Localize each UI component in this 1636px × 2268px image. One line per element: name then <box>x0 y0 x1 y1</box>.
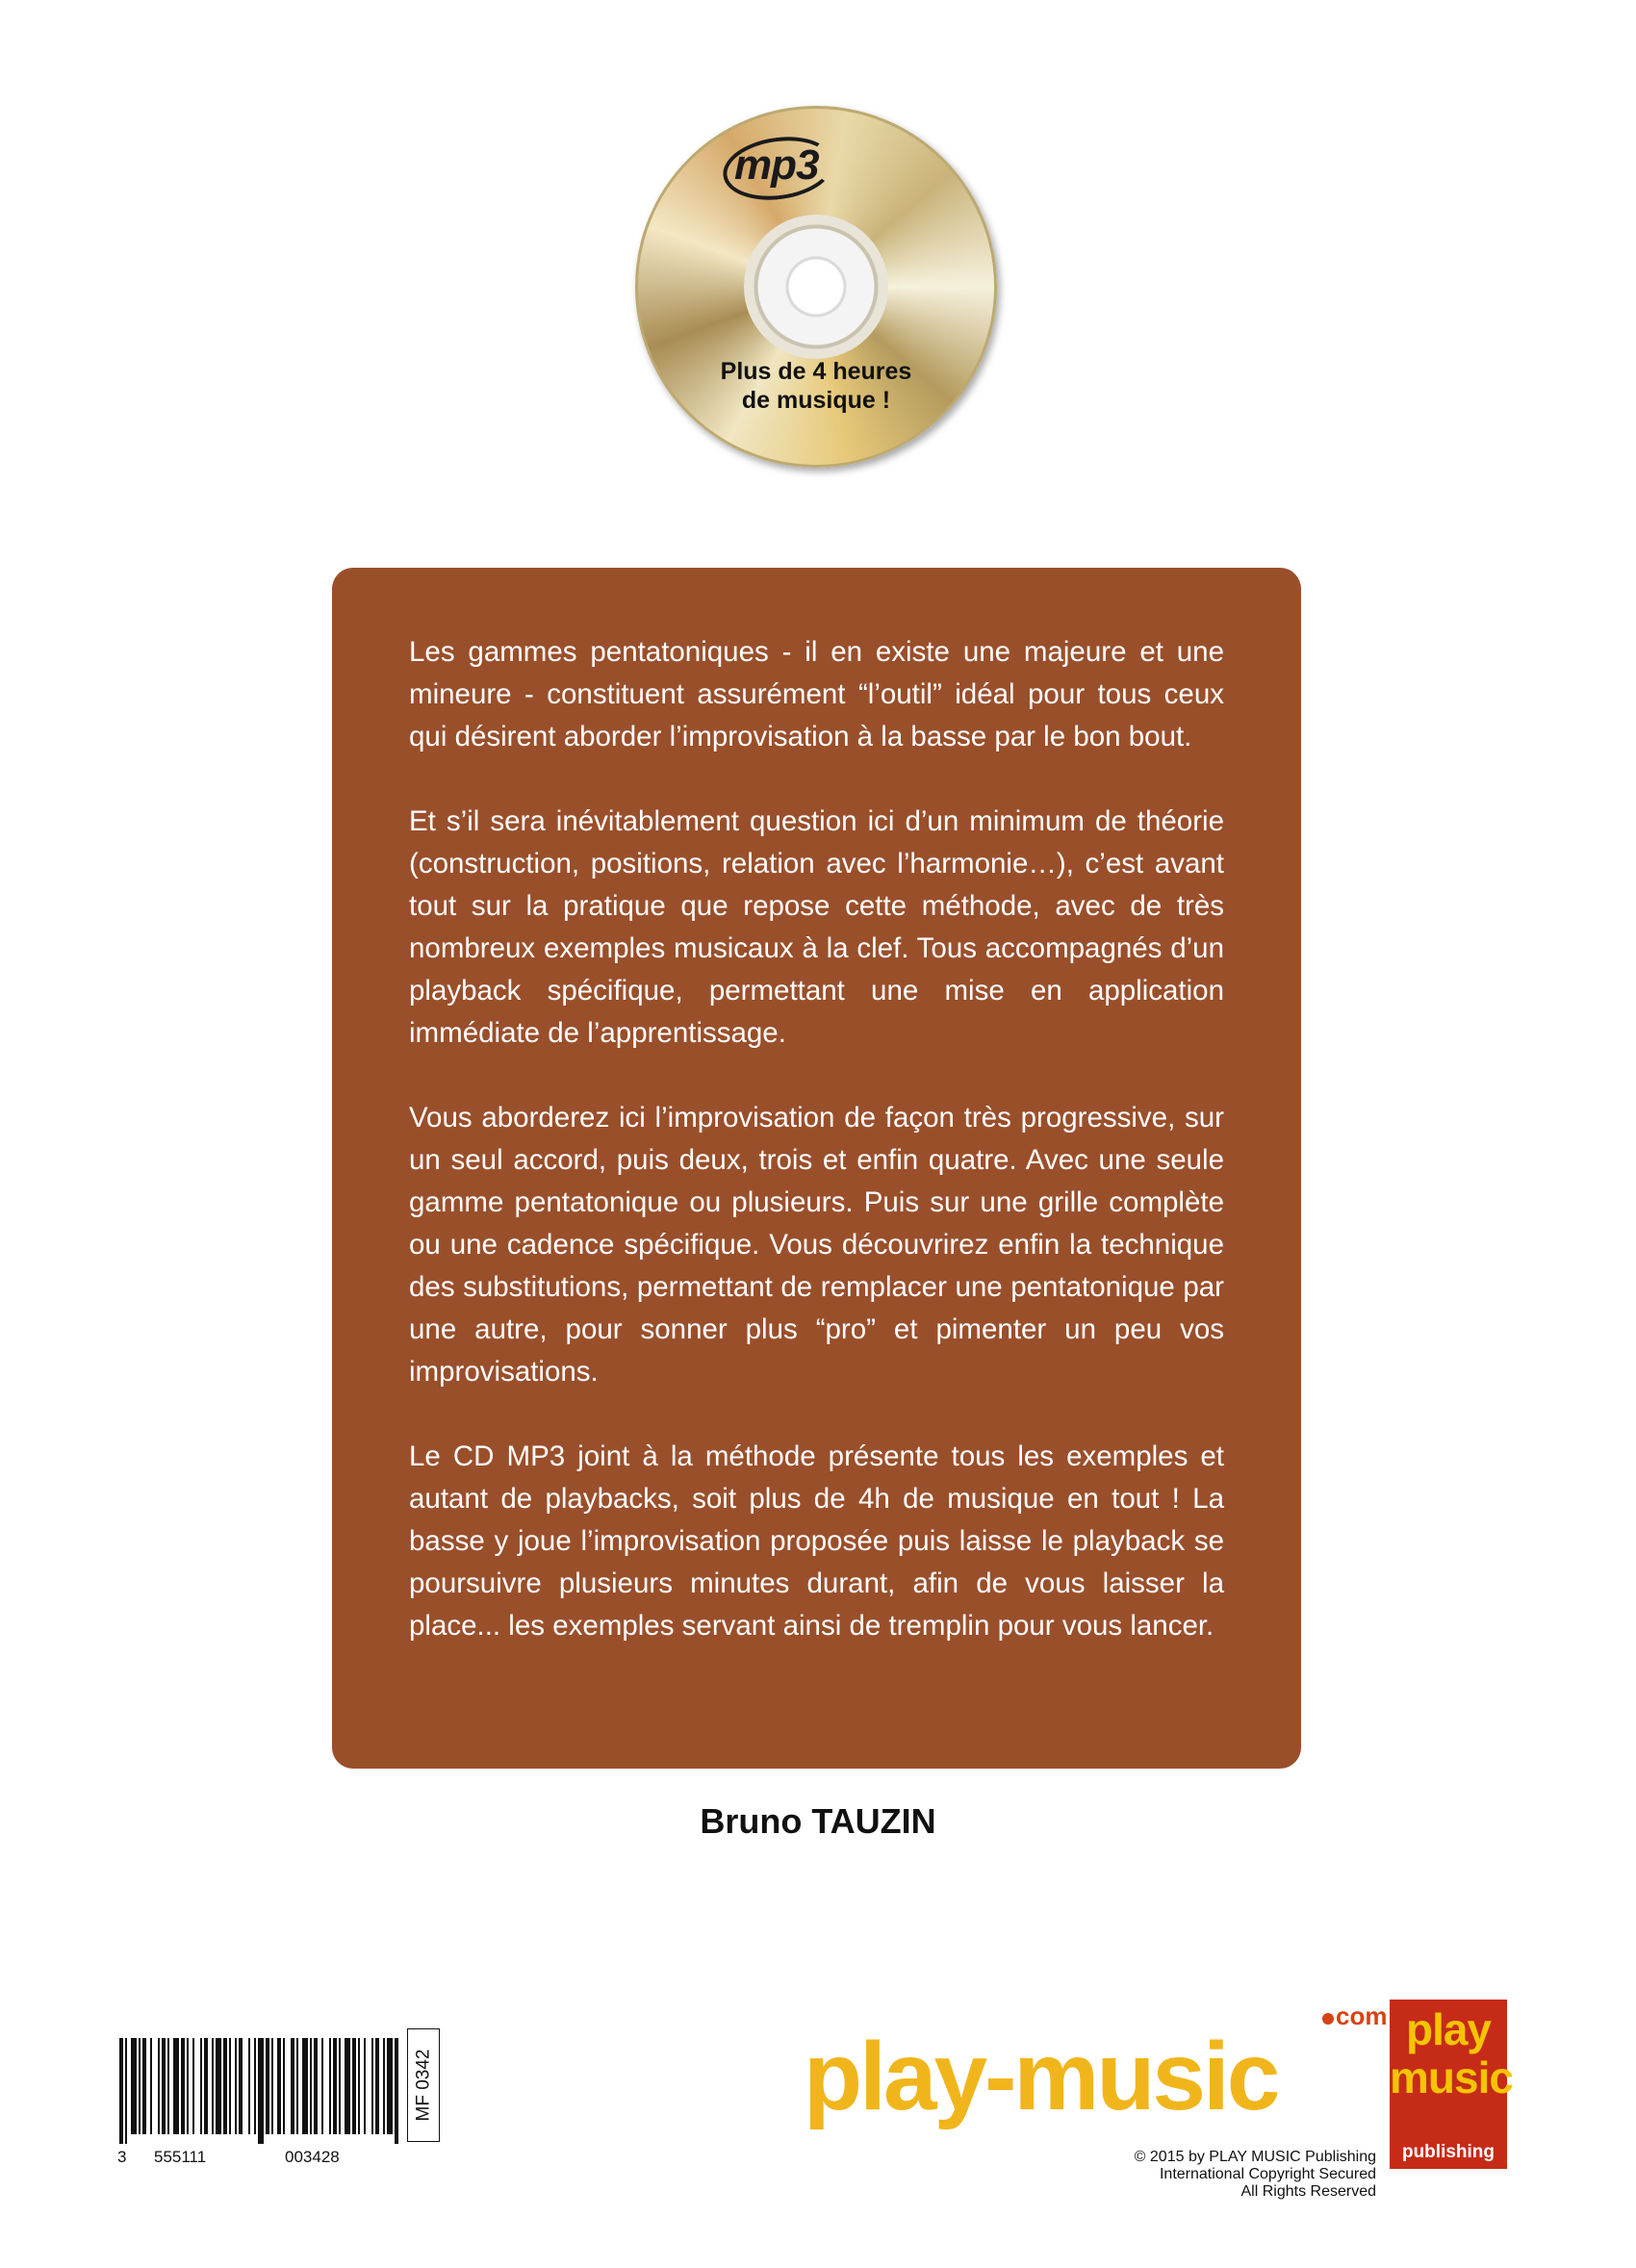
catalog-code-box <box>407 2028 440 2142</box>
barcode-bar <box>345 2038 350 2134</box>
publisher-badge <box>1390 2000 1513 2169</box>
barcode-bar <box>150 2038 152 2134</box>
barcode-bar <box>358 2038 360 2134</box>
barcode-bar <box>321 2038 323 2134</box>
play-music-logo: play-music <box>804 2023 1278 2130</box>
author-name: Bruno TAUZIN <box>700 1801 936 1841</box>
description-box <box>332 568 1301 1769</box>
barcode-bar <box>329 2038 331 2134</box>
barcode-bar <box>254 2038 256 2134</box>
barcode-bar <box>302 2038 308 2134</box>
barcode-bar <box>167 2038 169 2134</box>
barcode-bar <box>283 2038 285 2134</box>
barcode-bar <box>187 2038 189 2134</box>
copyright-line-2: International Copyright Secured <box>1159 2166 1376 2182</box>
cd-label <box>638 357 994 415</box>
mp3-logo: mp3 <box>734 141 819 189</box>
copyright-line-3: All Rights Reserved <box>1240 2183 1376 2200</box>
barcode-bar <box>212 2038 214 2134</box>
cd-label-line1: Plus de 4 heures <box>720 358 912 385</box>
cd-label-line2: de musique ! <box>741 387 891 414</box>
badge-line-1: play <box>1405 2004 1492 2054</box>
barcode-bar <box>235 2038 237 2134</box>
barcode-bar <box>383 2038 385 2134</box>
barcode-bar <box>375 2038 379 2134</box>
description-paragraph-3: Vous aborderez ici l’improvisation de façon très progressive, sur un seul accord, puis deux, trois et enfin quatre. Avec une seule gamme pentatonique ou plusieurs. Puis sur une grille complète ou une cadence spécifique. Vous découvrirez enfin la technique des substitutions, permettant de remplacer une pentatonique par une autre, pour sonner plus “pro” et pimenter un peu vos improvisations. <box>409 1102 1224 1388</box>
barcode-bar <box>395 2038 398 2144</box>
barcode-bar <box>364 2038 366 2134</box>
logo-dot <box>1322 2013 1334 2025</box>
barcode-bar <box>192 2038 194 2134</box>
barcode-bar <box>291 2038 294 2134</box>
barcode-digit-first: 3 <box>117 2148 127 2166</box>
description-paragraph-4: Le CD MP3 joint à la méthode présente tous les exemples et autant de playbacks, soit plus de 4h de musique en tout ! La basse y joue l’improvisation proposée puis laisse le playback se poursuivre plusieurs minutes durant, afin de vous laisser la place... les exemples servant ainsi de tremplin pour vous lancer. <box>409 1440 1224 1642</box>
barcode-bar <box>248 2038 250 2134</box>
barcode-bar <box>387 2038 393 2134</box>
barcode-bar <box>333 2038 337 2134</box>
barcode-digit-group1: 555111 <box>154 2148 207 2166</box>
barcode-bar <box>258 2038 264 2144</box>
barcode-bar <box>310 2038 312 2134</box>
description-paragraph-2: Et s’il sera inévitablement question ici d’un minimum de théorie (construction, positions, relation avec l’harmonie…), c’est avant tout sur la pratique que repose cette méthode, avec de très nombreux exemples musicaux à la clef. Tous accompagnés d’un playback spécifique, permettant une mise en application immédiate de l’apprentissage. <box>409 805 1224 1049</box>
barcode-bar <box>142 2038 146 2134</box>
barcode-bar <box>229 2038 231 2134</box>
barcode-image <box>115 2038 404 2144</box>
copyright-notice <box>1020 2149 1376 2201</box>
barcode-bar <box>371 2038 373 2134</box>
mp3-cd-image <box>635 106 997 468</box>
barcode-bar <box>339 2038 341 2134</box>
catalog-code: MF 0342 <box>413 2049 434 2122</box>
barcode-bar <box>271 2038 273 2134</box>
logo-com-suffix: com <box>1336 2001 1388 2030</box>
copyright-line-1: © 2015 by PLAY MUSIC Publishing <box>1134 2149 1376 2165</box>
barcode-digit-group2: 003428 <box>285 2148 340 2166</box>
barcode-bar <box>173 2038 179 2134</box>
barcode-bar <box>277 2038 281 2134</box>
barcode-bar <box>125 2038 127 2144</box>
barcode-bar <box>239 2038 243 2134</box>
barcode-bar <box>162 2038 166 2134</box>
barcode-bar <box>200 2038 202 2134</box>
barcode-bar <box>216 2038 221 2134</box>
barcode-bar <box>352 2038 356 2134</box>
barcode-bar <box>181 2038 185 2134</box>
barcode-bar <box>223 2038 227 2134</box>
barcode-bar <box>204 2038 208 2134</box>
barcode-bar <box>119 2038 123 2144</box>
badge-line-2: music <box>1390 2052 1513 2102</box>
barcode-bar <box>158 2038 160 2134</box>
barcode-bar <box>314 2038 318 2134</box>
barcode-bar <box>266 2038 269 2134</box>
barcode-bar <box>139 2038 141 2134</box>
badge-line-3: publishing <box>1401 2142 1495 2162</box>
cd-hub <box>744 215 888 359</box>
description-paragraph-1: Les gammes pentatoniques - il en existe une majeure et une mineure - constituent assurément “l’outil” idéal pour tous ceux qui désirent aborder l’improvisation à la basse par le bon bout. <box>409 636 1224 752</box>
barcode-bar <box>296 2038 298 2134</box>
barcode-bar <box>131 2038 137 2134</box>
